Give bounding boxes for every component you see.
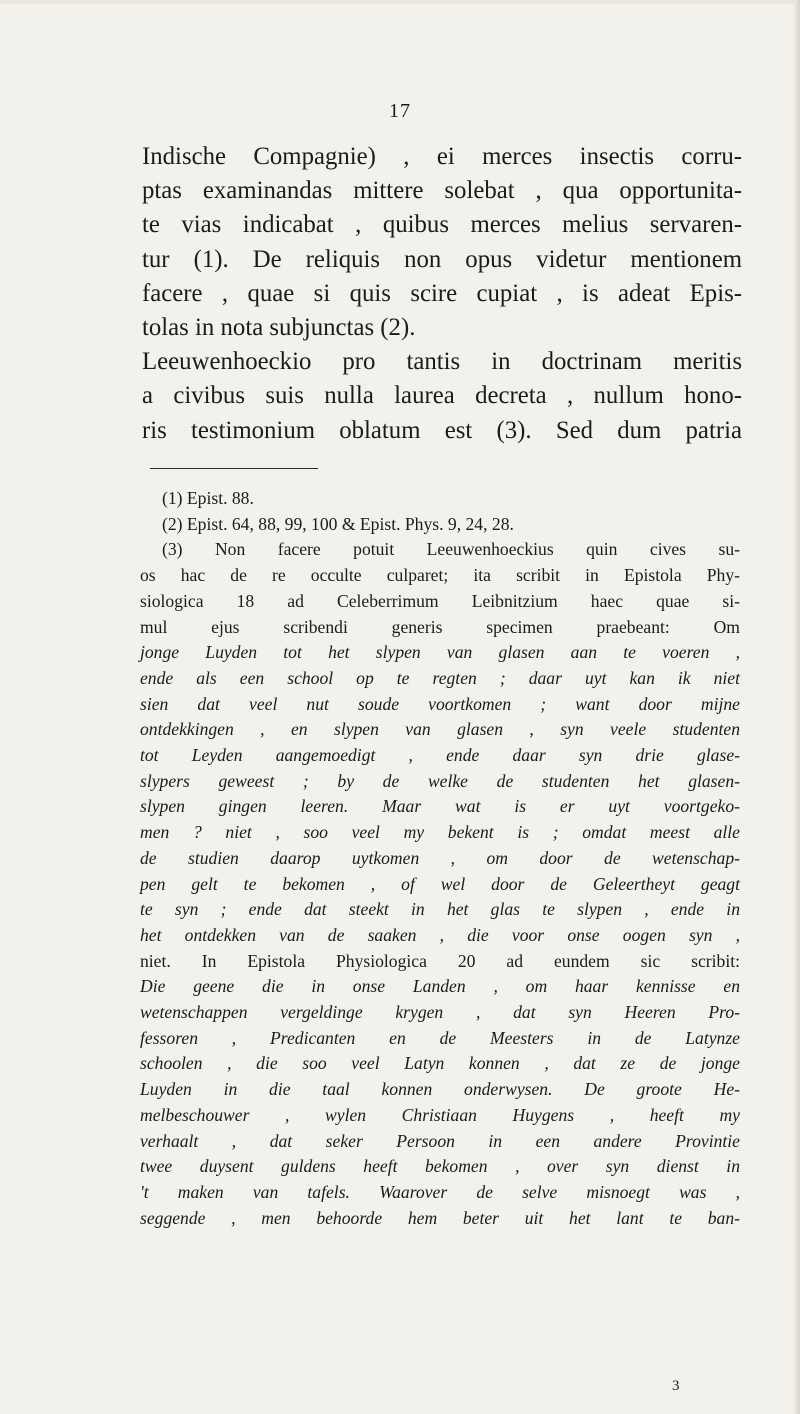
page-edge-right bbox=[794, 0, 800, 1414]
footnote-2: (2) Epist. 64, 88, 99, 100 & Epist. Phys. 9, 24, 28. bbox=[162, 513, 514, 534]
footnote-line: twee duysent guldens heeft bekomen , over syn dienst in bbox=[140, 1156, 740, 1177]
footnote-line: het ontdekken van de saaken , die voor onse oogen syn , bbox=[140, 924, 740, 945]
footnote-line: os hac de re occulte culparet; ita scribit in Epistola Phy- bbox=[140, 565, 740, 586]
main-line: Leeuwenhoeckio pro tantis in doctrinam meritis bbox=[142, 348, 742, 376]
main-text bbox=[142, 140, 742, 448]
main-line: tolas in nota subjunctas (2). bbox=[142, 314, 416, 342]
footnote-line: 't maken van tafels. Waarover de selve misnoegt was , bbox=[140, 1181, 740, 1202]
main-line: tur (1). De reliquis non opus videtur mentionem bbox=[142, 245, 742, 273]
footnote-line: ontdekkingen , en slypen van glasen , syn veele studenten bbox=[140, 719, 740, 740]
footnote-line: slypen gingen leeren. Maar wat is er uyt voortgeko- bbox=[140, 796, 740, 817]
footnote-rule bbox=[150, 468, 318, 469]
main-line: facere , quae si quis scire cupiat , is adeat Epis- bbox=[142, 279, 742, 307]
main-line: Indische Compagnie) , ei merces insectis corru- bbox=[142, 143, 742, 170]
footnote-line: de studien daarop uytkomen , om door de wetenschap- bbox=[140, 847, 740, 868]
footnote-line: te syn ; ende dat steekt in het glas te slypen , ende in bbox=[140, 899, 740, 920]
footnote-line: slypers geweest ; by de welke de studenten het glasen- bbox=[140, 770, 740, 791]
footnote-1: (1) Epist. 88. bbox=[162, 488, 254, 508]
footnote-line: sien dat veel nut soude voortkomen ; want door mijne bbox=[140, 693, 740, 714]
footnote-line: wetenschappen vergeldinge krygen , dat syn Heeren Pro- bbox=[140, 1002, 740, 1023]
page-number: 17 bbox=[389, 100, 411, 122]
footnote-line: Luyden in die taal konnen onderwysen. De groote He- bbox=[140, 1079, 740, 1100]
footnote-line: ende als een school op te regten ; daar uyt kan ik niet bbox=[140, 667, 740, 688]
footnote-line: niet. In Epistola Physiologica 20 ad eundem sic scribit: bbox=[140, 950, 740, 971]
footnote-line: jonge Luyden tot het slypen van glasen aan te voeren , bbox=[140, 642, 740, 663]
footnote-line: tot Leyden aangemoedigt , ende daar syn drie glase- bbox=[140, 745, 740, 766]
footnote-line: mul ejus scribendi generis specimen praebeant: Om bbox=[140, 616, 740, 637]
main-line: te vias indicabat , quibus merces melius servaren- bbox=[142, 211, 742, 239]
footnote-line: schoolen , die soo veel Latyn konnen , dat ze de jonge bbox=[140, 1053, 740, 1074]
footnotes bbox=[140, 486, 740, 1231]
footnote-line: pen gelt te bekomen , of wel door de Geleertheyt geagt bbox=[140, 873, 740, 894]
footnote-line: melbeschouwer , wylen Christiaan Huygens , heeft my bbox=[140, 1104, 740, 1125]
footnote-line: Die geene die in onse Landen , om haar kennisse en bbox=[140, 976, 740, 997]
footnote-line: verhaalt , dat seker Persoon in een andere Provintie bbox=[140, 1130, 740, 1151]
main-line: ptas examinandas mittere solebat , qua opportunita- bbox=[142, 177, 742, 205]
main-line: ris testimonium oblatum est (3). Sed dum patria bbox=[142, 416, 742, 444]
footnote-line: men ? niet , soo veel my bekent is ; omdat meest alle bbox=[140, 822, 740, 843]
footnote-line: (3) Non facere potuit Leeuwenhoeckius quin cives su- bbox=[162, 539, 740, 560]
footnote-line: seggende , men behoorde hem beter uit het lant te ban- bbox=[140, 1207, 740, 1228]
page-edge-top bbox=[0, 0, 800, 4]
footnote-3 bbox=[140, 537, 740, 1231]
footnote-line: siologica 18 ad Celeberrimum Leibnitzium haec quae si- bbox=[140, 590, 740, 611]
signature-mark: 3 bbox=[672, 1378, 680, 1394]
footnote-line: fessoren , Predicanten en de Meesters in de Latynze bbox=[140, 1027, 740, 1048]
main-line: a civibus suis nulla laurea decreta , nullum hono- bbox=[142, 382, 742, 410]
